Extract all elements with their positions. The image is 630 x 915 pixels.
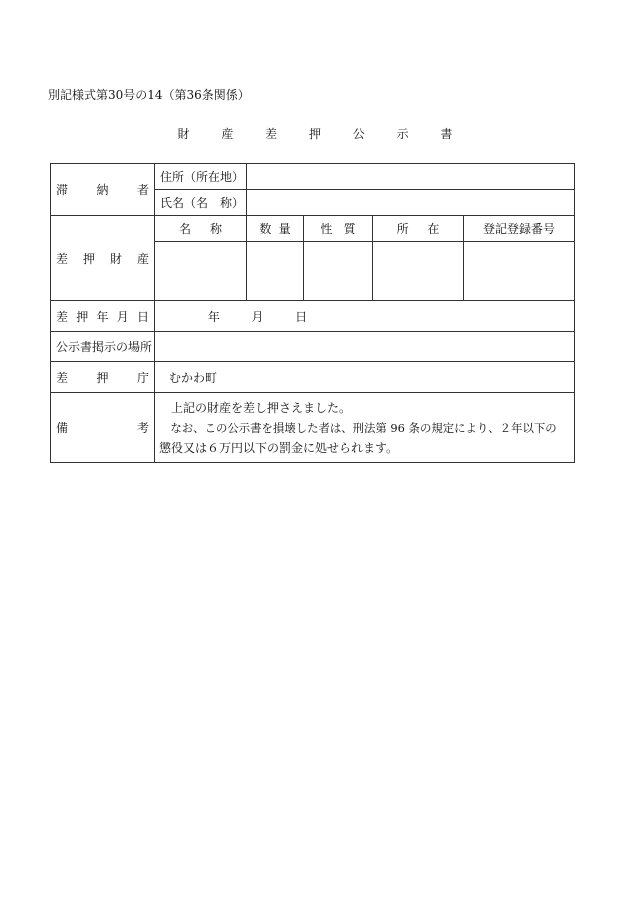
address-value[interactable] [247,164,575,190]
address-label: 住所（所在地） [155,164,247,190]
month-unit: 月 [251,309,264,324]
delinquent-address-row [51,164,575,190]
delinquent-label: 滞 納 者 [56,183,149,197]
remarks-line-1: 上記の財産を差し押さえました。 [171,400,352,415]
seizing-office-label-cell [51,362,155,393]
remarks-text [155,393,575,463]
remarks-row [51,393,575,463]
column-header-quantity: 数 量 [247,216,304,242]
remarks-label: 備 考 [56,421,149,435]
name-label: 氏名（名 称） [155,190,247,216]
posting-place-row [51,332,575,362]
column-header-name: 名 称 [155,216,247,242]
property-nature-cell[interactable] [304,242,373,301]
seizure-date-value[interactable] [155,301,575,332]
seizing-office-label: 差 押 庁 [56,370,149,385]
posting-place-label: 公示書掲示の場所 [51,332,155,362]
posting-place-value[interactable] [155,332,575,362]
property-name-cell[interactable] [155,242,247,301]
seizure-date-row [51,301,575,332]
column-header-nature: 性 質 [304,216,373,242]
seizure-date-label: 差 押 年 月 日 [56,309,149,324]
property-location-cell[interactable] [373,242,464,301]
seizing-office-value[interactable]: むかわ町 [155,362,575,393]
form-number: 別記様式第30号の14（第36条関係） [48,88,250,102]
seized-property-label: 差 押 財 産 [56,251,149,266]
property-registration-cell[interactable] [464,242,575,301]
delinquent-label-cell [51,164,155,216]
seizure-notice-table [50,163,575,463]
remarks-label-cell [51,393,155,463]
year-unit: 年 [207,309,220,324]
name-value[interactable] [247,190,575,216]
seizing-office-row [51,362,575,393]
seizure-date-label-cell [51,301,155,332]
day-unit: 日 [295,309,308,324]
property-quantity-cell[interactable] [247,242,304,301]
document-title: 財 産 差 押 公 示 書 [177,127,467,141]
column-header-registration-number: 登記登録番号 [464,216,575,242]
property-header-row [51,216,575,242]
column-header-location: 所 在 [373,216,464,242]
remarks-line-2: なお、この公示書を損壊した者は、刑法第 96 条の規定により、２年以下の [170,420,557,435]
seized-property-label-cell [51,216,155,301]
remarks-line-3: 懲役又は６万円以下の罰金に処せられます。 [159,440,399,455]
